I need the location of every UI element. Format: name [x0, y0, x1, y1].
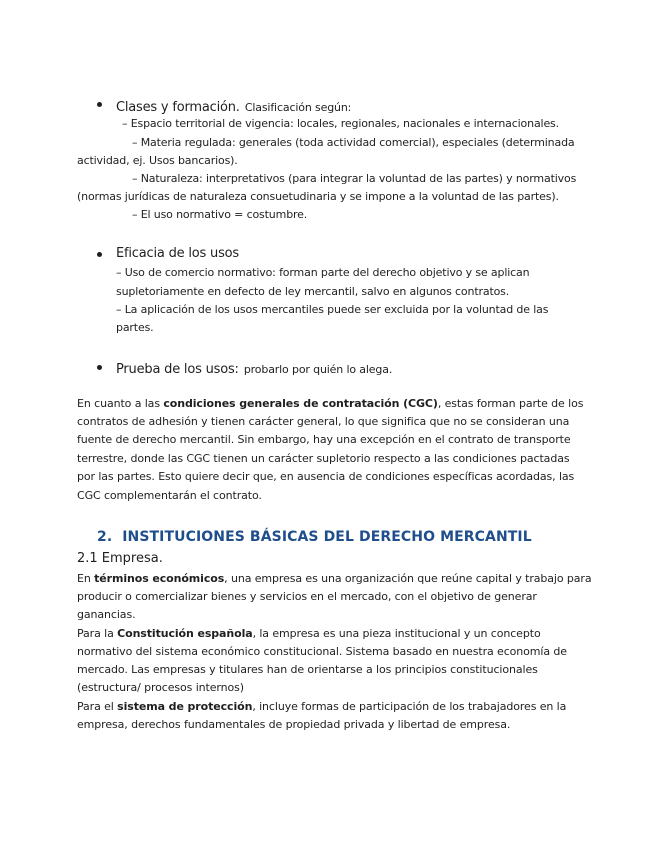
para-line: empresa, derechos fundamentales de propiedad privada y libertad de empresa. — [77, 718, 511, 731]
para-line: normativo del sistema económico constitucional. Sistema basado en nuestra economía de — [77, 645, 567, 658]
cgc-line — [77, 397, 583, 410]
text: Para la — [77, 627, 118, 640]
line: (normas jurídicas de naturaleza consuetudinaria y se impone a la voluntad de las partes). — [77, 190, 559, 203]
para-line: mercado. Las empresas y titulares han de orientarse a los principios constitucionales — [77, 663, 538, 676]
bullet-head: Prueba de los usos: — [116, 362, 239, 377]
cgc-line: por las partes. Esto quiere decir que, en ausencia de condiciones específicas acordadas, las — [77, 470, 575, 483]
para-line — [77, 627, 541, 640]
line: – Uso de comercio normativo: forman parte del derecho objetivo y se aplican — [116, 266, 530, 279]
bold-term: términos económicos — [94, 572, 225, 585]
text: En cuanto a las — [77, 397, 164, 410]
text: Para el — [77, 700, 118, 713]
cgc-line: fuente de derecho mercantil. Sin embargo, hay una excepción en el contrato de transporte — [77, 433, 571, 446]
para-line — [77, 572, 592, 585]
bullet-dot — [97, 252, 102, 257]
bullet-dot — [97, 365, 102, 370]
bullet-head: Clases y formación. — [116, 100, 240, 115]
subheading: 2.1 Empresa. — [77, 551, 163, 566]
bullet-tail: probarlo por quién lo alega. — [243, 363, 393, 376]
line: – Materia regulada: generales (toda actividad comercial), especiales (determinada — [132, 136, 575, 149]
bold-term: Constitución española — [117, 627, 253, 640]
cgc-line: CGC complementarán el contrato. — [77, 489, 262, 502]
text: , la empresa es una pieza institucional y un concepto — [252, 627, 541, 640]
bullet-prueba — [116, 358, 392, 377]
line: – La aplicación de los usos mercantiles puede ser excluida por la voluntad de las — [116, 303, 549, 316]
line: actividad, ej. Usos bancarios). — [77, 154, 238, 167]
cgc-line: contratos de adhesión y tienen carácter general, lo que significa que no se consideran una — [77, 415, 570, 428]
cgc-line: terrestre, donde las CGC tienen un carácter supletorio respecto a las condiciones pactadas — [77, 452, 570, 465]
para-line: (estructura/ procesos internos) — [77, 681, 244, 694]
text: En — [77, 572, 95, 585]
line: partes. — [116, 321, 154, 334]
bullet-clases — [116, 96, 351, 115]
section-heading — [97, 529, 532, 545]
text: , estas forman parte de los — [437, 397, 584, 410]
bold-term: condiciones generales de contratación (CGC) — [163, 397, 438, 410]
line: supletoriamente en defecto de ley mercantil, salvo en algunos contratos. — [116, 285, 510, 298]
para-line — [77, 700, 566, 713]
text: , una empresa es una organización que reúne capital y trabajo para — [224, 572, 592, 585]
bullet-tail: Clasificación según: — [244, 101, 352, 114]
para-line: producir o comercializar bienes y servicios en el mercado, con el objetivo de generar — [77, 590, 537, 603]
bullet-dot — [97, 102, 102, 107]
bullet-eficacia: Eficacia de los usos — [116, 246, 239, 261]
section-number: 2. — [97, 529, 113, 545]
line: – Naturaleza: interpretativos (para integrar la voluntad de las partes) y normativos — [132, 172, 577, 185]
text: , incluye formas de participación de los trabajadores en la — [252, 700, 567, 713]
para-line: ganancias. — [77, 608, 136, 621]
section-title: INSTITUCIONES BÁSICAS DEL DERECHO MERCANTIL — [122, 529, 532, 545]
bold-term: sistema de protección — [117, 700, 253, 713]
line: – El uso normativo = costumbre. — [132, 208, 308, 221]
line: – Espacio territorial de vigencia: locales, regionales, nacionales e internacionales. — [122, 117, 559, 130]
